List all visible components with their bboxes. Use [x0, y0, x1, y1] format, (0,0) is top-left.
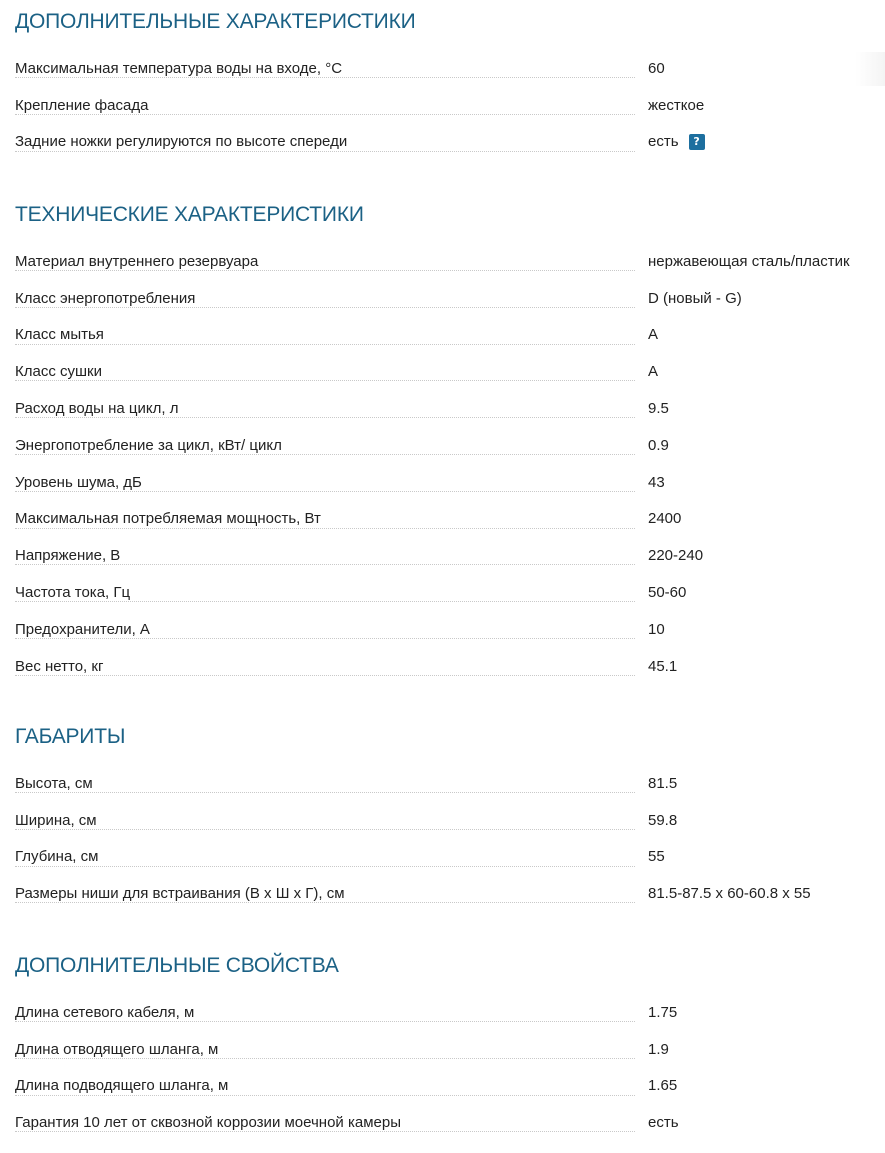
spec-value: 59.8 — [648, 811, 678, 829]
section-dimensions — [0, 717, 885, 903]
spec-value: 2400 — [648, 510, 682, 528]
spec-row — [0, 537, 885, 574]
spec-row — [0, 87, 885, 124]
spec-row — [0, 994, 885, 1031]
section-title: ГАБАРИТЫ — [15, 725, 126, 748]
spec-list — [0, 50, 885, 160]
spec-row — [0, 875, 885, 912]
spec-list — [0, 765, 885, 912]
spec-label: Длина сетевого кабеля, м — [15, 1004, 202, 1021]
spec-value: 220-240 — [648, 547, 704, 565]
spec-label: Расход воды на цикл, л — [15, 400, 186, 417]
spec-value: нержавеющая сталь/пластик — [648, 252, 850, 270]
spec-list — [0, 243, 885, 685]
spec-value: 1.75 — [648, 1003, 678, 1021]
spec-list — [0, 994, 885, 1141]
spec-row — [0, 464, 885, 501]
spec-value: 9.5 — [648, 400, 669, 418]
spec-value: D (новый - G) — [648, 289, 742, 307]
spec-label: Задние ножки регулируются по высоте спереди — [15, 133, 355, 150]
spec-label: Гарантия 10 лет от сквозной коррозии моечной камеры — [15, 1114, 409, 1131]
section-title: ДОПОЛНИТЕЛЬНЫЕ ХАРАКТЕРИСТИКИ — [15, 10, 416, 33]
spec-value: 81.5-87.5 x 60-60.8 x 55 — [648, 885, 811, 903]
spec-value: 45.1 — [648, 657, 678, 675]
spec-value: 60 — [648, 59, 665, 77]
spec-row — [0, 839, 885, 876]
spec-label: Ширина, см — [15, 812, 105, 829]
spec-label: Класс сушки — [15, 363, 110, 380]
spec-value: 50-60 — [648, 584, 687, 602]
spec-label: Энергопотребление за цикл, кВт/ цикл — [15, 437, 290, 454]
spec-label: Класс мытья — [15, 326, 112, 343]
section-title: ТЕХНИЧЕСКИЕ ХАРАКТЕРИСТИКИ — [15, 203, 364, 226]
section-title: ДОПОЛНИТЕЛЬНЫЕ СВОЙСТВА — [15, 954, 339, 977]
spec-value: 10 — [648, 620, 665, 638]
spec-value: жесткое — [648, 96, 705, 114]
spec-value: A — [648, 326, 659, 344]
spec-label: Максимальная температура воды на входе, °C — [15, 60, 350, 77]
spec-row — [0, 390, 885, 427]
spec-row — [0, 243, 885, 280]
spec-row — [0, 50, 885, 87]
spec-row — [0, 802, 885, 839]
spec-label: Глубина, см — [15, 848, 106, 865]
spec-row — [0, 1068, 885, 1105]
spec-row — [0, 501, 885, 538]
spec-row — [0, 611, 885, 648]
spec-label: Размеры ниши для встраивания (В х Ш х Г), см — [15, 885, 353, 902]
spec-value: A — [648, 363, 659, 381]
spec-value: есть — [648, 1114, 679, 1132]
spec-row — [0, 280, 885, 317]
spec-value: 81.5 — [648, 774, 678, 792]
spec-label: Материал внутреннего резервуара — [15, 253, 266, 270]
spec-label: Частота тока, Гц — [15, 584, 138, 601]
spec-row — [0, 1104, 885, 1141]
help-icon[interactable]: ? — [689, 134, 705, 150]
spec-label: Уровень шума, дБ — [15, 474, 150, 491]
spec-label: Вес нетто, кг — [15, 658, 111, 675]
spec-row — [0, 427, 885, 464]
spec-row — [0, 317, 885, 354]
spec-row — [0, 648, 885, 685]
section-additional-properties — [0, 946, 885, 1132]
spec-label: Класс энергопотребления — [15, 290, 203, 307]
spec-value: 1.9 — [648, 1040, 669, 1058]
spec-label: Длина отводящего шланга, м — [15, 1041, 226, 1058]
spec-label: Крепление фасада — [15, 97, 156, 114]
spec-value: 55 — [648, 848, 665, 866]
spec-value: 0.9 — [648, 436, 669, 454]
spec-value: 43 — [648, 473, 665, 491]
spec-value: 1.65 — [648, 1077, 678, 1095]
spec-label: Предохранители, А — [15, 621, 158, 638]
spec-label: Напряжение, В — [15, 547, 128, 564]
spec-row — [0, 574, 885, 611]
spec-row — [0, 124, 885, 161]
section-additional-characteristics — [0, 2, 885, 151]
spec-label: Высота, см — [15, 775, 101, 792]
section-technical-characteristics — [0, 195, 885, 675]
spec-label: Максимальная потребляемая мощность, Вт — [15, 510, 329, 527]
spec-value: есть — [648, 133, 679, 151]
spec-row — [0, 1031, 885, 1068]
spec-row — [0, 765, 885, 802]
spec-row — [0, 353, 885, 390]
spec-label: Длина подводящего шланга, м — [15, 1077, 236, 1094]
